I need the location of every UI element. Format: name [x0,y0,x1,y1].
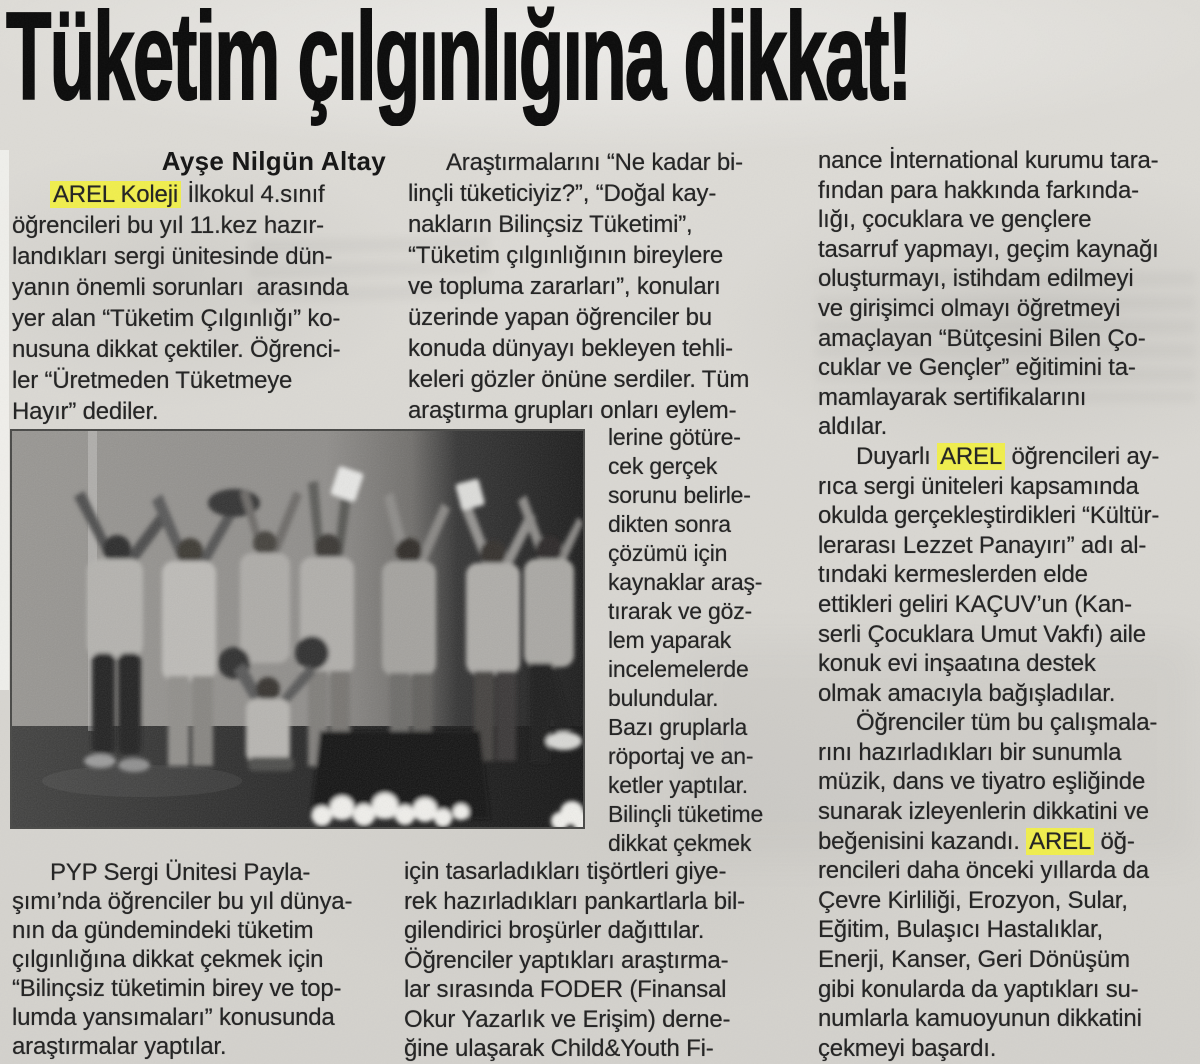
byline: Ayşe Nilgün Altay [161,146,386,176]
text-line: serli Çocuklara Umut Vakfı) aile [818,620,1146,648]
text-line: yer alan “Tüketim Çılgınlığı” ko- [12,305,341,332]
text-line: olmak amacıyla bağışladılar. [818,679,1116,707]
text-line: beğenisini kazandı. AREL öğ- [818,827,1135,855]
text-line: ve girişimci olmayı öğretmeyi [818,294,1121,322]
column3-paragraph2 [818,442,1200,708]
text-line: Duyarlı AREL öğrencileri ay- [856,442,1160,470]
highlight-marker: AREL Koleji [50,181,181,208]
text-line: Hayır” dediler. [12,398,159,425]
text-line: nakların Bilinçsiz Tüketimi”, [408,211,693,238]
text-line: Okur Yazarlık ve Erişim) derne- [404,1005,731,1033]
text-line: araştırma grupları onları eylem- [408,397,737,424]
text-line: rıca sergi üniteleri kapsamında [818,472,1139,500]
text-line: nusuna dikkat çektiler. Öğrenci- [12,336,341,363]
text-line: röportaj ve an- [608,743,754,769]
text-line: fından para hakkında farkında- [818,176,1139,204]
text-line: dikkat çekmek [608,830,752,856]
text-line: ettikleri geliri KAÇUV’un (Kan- [818,590,1132,618]
text-line: dikten sonra [608,511,731,537]
text-line: ler “Üretmeden Tüketmeye [12,367,293,394]
text-line: okulda gerçekleştirdikleri “Kültür- [818,502,1160,530]
text-line: mamlayarak sertifikalarını [818,383,1087,411]
article-photo [10,429,585,829]
text-line: rencileri daha önceki yıllarda da [818,857,1149,885]
highlight-marker: AREL [937,443,1005,470]
text-line: ğine ulaşarak Child&Youth Fi- [404,1035,714,1062]
text-line: cuklar ve Gençler” eğitimini ta- [818,354,1136,382]
text-line: Bilinçli tüketime [608,801,764,827]
text-line: nın da gündemindeki tüketim [12,917,314,944]
column2-paragraph-top [408,147,800,426]
text-line: yanın önemli sorunları arasında [12,274,349,301]
text-line: Öğrenciler tüm bu çalışmala- [856,709,1158,737]
text-line: aldılar. [818,413,888,441]
column3-paragraph1 [818,146,1200,442]
text-line: araştırmalar yaptılar. [12,1033,227,1060]
students-performance-scene [12,431,583,827]
text-line: ketler yaptılar. [608,772,748,798]
text-line: Enerji, Kanser, Geri Dönüşüm [818,946,1130,974]
text-line: ve topluma zararları”, konuları [408,273,721,300]
text-line: lem yaparak [608,627,732,653]
text-line: rını hazırladıkları bir sunumla [818,738,1122,766]
text-line: cek gerçek [608,453,718,479]
text-line: tırarak ve göz- [608,598,752,624]
column2-paragraph-beside-photo [608,423,800,858]
text-line: Araştırmalarını “Ne kadar bi- [446,149,743,176]
headline: Tüketim çılgınlığına dikkat! [6,0,911,126]
text-line: çözümü için [608,540,728,566]
text-line: keleri gözler önüne serdiler. Tüm [408,366,750,393]
text-line: gilendirici broşürler dağıttılar. [404,917,705,944]
text-line: lar sırasında FODER (Finansal [404,976,727,1003]
text-line: Öğrenciler yaptıkları araştırma- [404,946,729,974]
text-line: lumda yansımaları” konusunda [12,1004,335,1031]
text-line: landıkları sergi ünitesinde dün- [12,243,333,270]
text-line: nance İnternational kurumu tara- [818,147,1159,174]
text-line: konuk evi inşaatına destek [818,650,1096,678]
highlight-marker: AREL [1026,828,1094,855]
text-line: numlarla kamuoyunun dikkatini [818,1005,1142,1033]
text-line: için tasarladıkları tişörtleri giye- [404,858,727,885]
text-line: çekmeyi başardı. [818,1034,997,1062]
text-line: kaynaklar araş- [608,569,763,595]
text-line: öğrencileri bu yıl 11.kez hazır- [12,212,324,239]
column2-paragraph-bottom [404,857,804,1064]
column3-paragraph3 [818,708,1200,1063]
column1-paragraph1 [12,179,390,427]
text-line: linçli tüketiciyiz?”, “Doğal kay- [408,180,717,207]
text-line: çılgınlığına dikkat çekmek için [12,946,324,973]
text-line: rek hazırladıkları pankartlarla bil- [404,887,745,915]
text-line: lerine götüre- [608,424,741,450]
text-line: Çevre Kirliliği, Erozyon, Sular, [818,886,1128,914]
text-line: “Tüketim çılgınlığının bireylere [408,242,724,269]
text-line: Bazı gruplarla [608,714,748,740]
text-line: müzik, dans ve tiyatro eşliğinde [818,768,1146,796]
column1-paragraph2 [12,858,390,1061]
text-line: lerarası Lezzet Panayırı” adı al- [818,531,1147,559]
text-line: üzerinde yapan öğrenciler bu [408,304,712,331]
film-grain-overlay [12,431,583,827]
text-line: AREL Koleji İlkokul 4.sınıf [12,179,390,210]
text-line: gibi konularda da yaptıkları su- [818,975,1139,1003]
text-line: sorunu belirle- [608,482,751,508]
text-line: Eğitim, Bulaşıcı Hastalıklar, [818,916,1103,944]
text-line: lığı, çocuklara ve gençlere [818,206,1092,234]
scan-edge-artifact [0,150,9,690]
text-line: şımı’nda öğrenciler bu yıl dünya- [12,888,353,915]
text-line: amaçlayan “Bütçesini Bilen Ço- [818,324,1146,352]
text-line: incelemelerde [608,656,749,682]
column3 [818,146,1200,1063]
text-line: tındaki kermeslerden elde [818,561,1088,589]
text-line: sunarak izleyenlerin dikkatini ve [818,798,1149,826]
text-line: oluşturmayı, istihdam edilmeyi [818,265,1134,293]
text-line: bulundular. [608,685,719,711]
text-line: tasarruf yapmayı, geçim kaynağı [818,235,1159,263]
text-line: PYP Sergi Ünitesi Payla- [50,859,311,886]
text-line: konuda dünyayı bekleyen tehli- [408,335,733,362]
text-line: “Bilinçsiz tüketimin birey ve top- [12,975,342,1002]
